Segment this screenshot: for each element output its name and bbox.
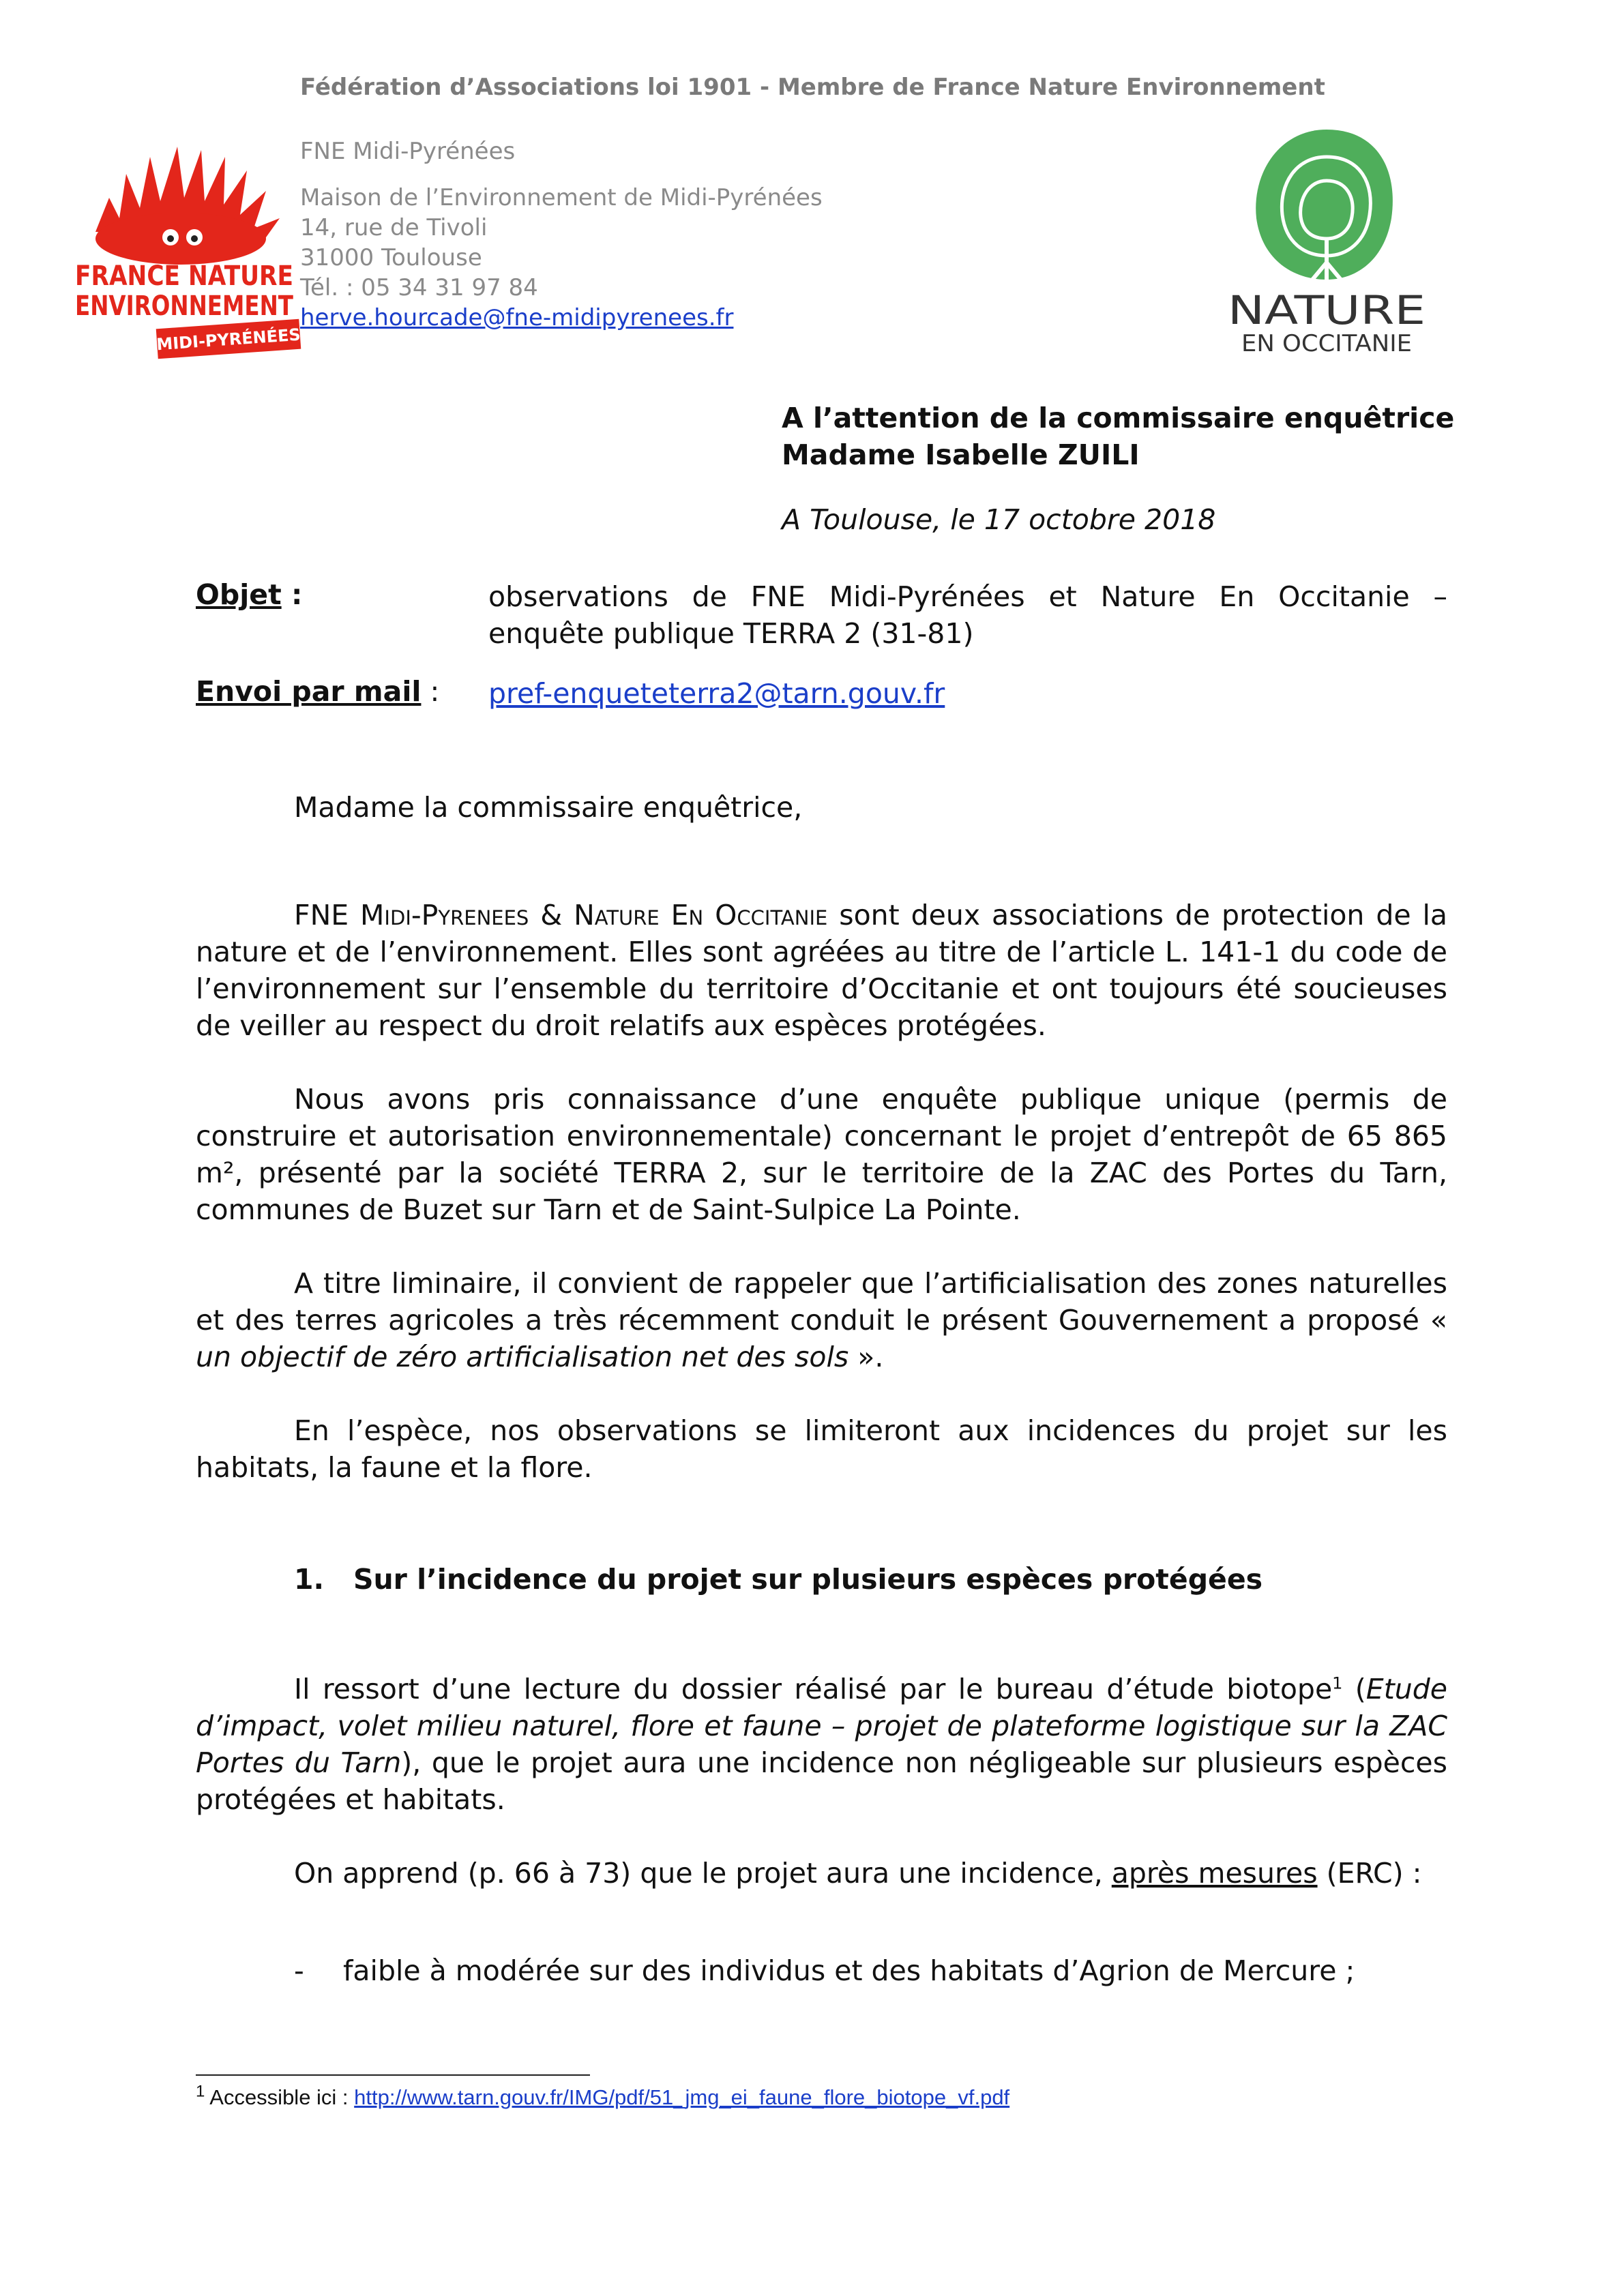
paragraph-1: FNE Midi-Pyrenees & Nature En Occitanie sont deux associations de protection de la nature et de l’environnement. Elles sont agréées au titre de l’article L. 141-1 du code de l’environnement sur l’ensemble du territoire d’Occitanie et ont toujours été soucieuses de veiller au respect du droit relatifs aux espèces protégées. (196, 899, 1447, 1042)
mail-link[interactable]: pref-enqueteterra2@tarn.gouv.fr (488, 677, 945, 710)
fne-logo (68, 116, 300, 361)
recipient-line-1: A l’attention de la commissaire enquêtrice (782, 402, 1455, 434)
bullet-item: - faible à modérée sur des individus et des habitats d’Agrion de Mercure ; (294, 1954, 1355, 1987)
section-1-heading: 1. Sur l’incidence du projet sur plusieurs espèces protégées (294, 1563, 1263, 1596)
mail-label: Envoi par mail : (196, 675, 440, 708)
object-value: observations de FNE Midi-Pyrénées et Nature En Occitanie – enquête publique TERRA 2 (31-81) (488, 580, 1447, 650)
fne-hedgehog-icon (95, 147, 280, 265)
address-line-2: 14, rue de Tivoli (300, 214, 488, 241)
address-line-3: 31000 Toulouse (300, 244, 482, 271)
intro-paragraphs (196, 897, 1447, 1523)
footnote-divider (196, 2074, 590, 2076)
footnote: $^1$ Accessible ici : http://www.tarn.gouv.fr/IMG/pdf/51_jmg_ei_faune_flore_biotope_vf.pdf (196, 2082, 1010, 2109)
fne-logo-line2: ENVIRONNEMENT (75, 290, 294, 322)
contact-email-link[interactable]: herve.hourcade@fne-midipyrenees.fr (300, 304, 734, 331)
fne-logo-line1: FRANCE NATURE (75, 260, 293, 292)
salutation: Madame la commissaire enquêtrice, (294, 791, 803, 824)
letterhead-address (300, 136, 823, 333)
paragraph-4: En l’espèce, nos observations se limiteront aux incidences du projet sur les habitats, la faune et la flore. (196, 1414, 1447, 1484)
footnote-link[interactable]: http://www.tarn.gouv.fr/IMG/pdf/51_jmg_ei_faune_flore_biotope_vf.pdf (354, 2085, 1010, 2109)
footnote-ref[interactable]: 1 (1332, 1673, 1343, 1693)
letter-date: A Toulouse, le 17 octobre 2018 (782, 503, 1216, 536)
nature-logo-line1: NATURE (1228, 287, 1426, 333)
object-label: Objet : (196, 578, 303, 611)
paragraph-5: Il ressort d’une lecture du dossier réalisé par le bureau d’étude biotope$^1$ (Etude d’impact, volet milieu naturel, flore et faune – projet de plateforme logistique sur la ZAC Portes du Tarn), que le projet aura une incidence non négligeable sur plusieurs espèces protégées et habitats. (196, 1673, 1448, 1816)
paragraph-3: A titre liminaire, il convient de rappeler que l’artificialisation des zones naturelles et des terres agricoles a très récemment conduit le présent Gouvernement a proposé « un objectif de zéro artificialisation net des sols ». (196, 1267, 1447, 1373)
paragraph-6: On apprend (p. 66 à 73) que le projet aura une incidence, après mesures (ERC) : (294, 1857, 1422, 1890)
fingerprint-tree-icon (1256, 130, 1393, 283)
recipient-line-2: Madame Isabelle ZUILI (782, 438, 1140, 471)
federation-header: Fédération d’Associations loi 1901 - Membre de France Nature Environnement (300, 74, 1325, 101)
nature-logo-line2: EN OCCITANIE (1241, 330, 1412, 357)
recipient-block (782, 400, 1454, 473)
fne-logo-badge-text: MIDI-PYRÉNÉES (156, 325, 301, 355)
org-name: FNE Midi-Pyrénées (300, 138, 516, 165)
section-1-paragraphs (196, 1671, 1447, 1892)
address-line-1: Maison de l’Environnement de Midi-Pyrénées (300, 184, 823, 211)
paragraph-2: Nous avons pris connaissance d’une enquête publique unique (permis de construire et autorisation environnementale) concernant le projet d’entrepôt de 65 865 m², présenté par la société TERRA 2, sur le territoire de la ZAC des Portes du Tarn, communes de Buzet sur Tarn et de Saint-Sulpice La Pointe. (196, 1083, 1447, 1226)
phone-number: Tél. : 05 34 31 97 84 (300, 274, 538, 301)
nature-en-occitanie-logo (1214, 116, 1439, 361)
